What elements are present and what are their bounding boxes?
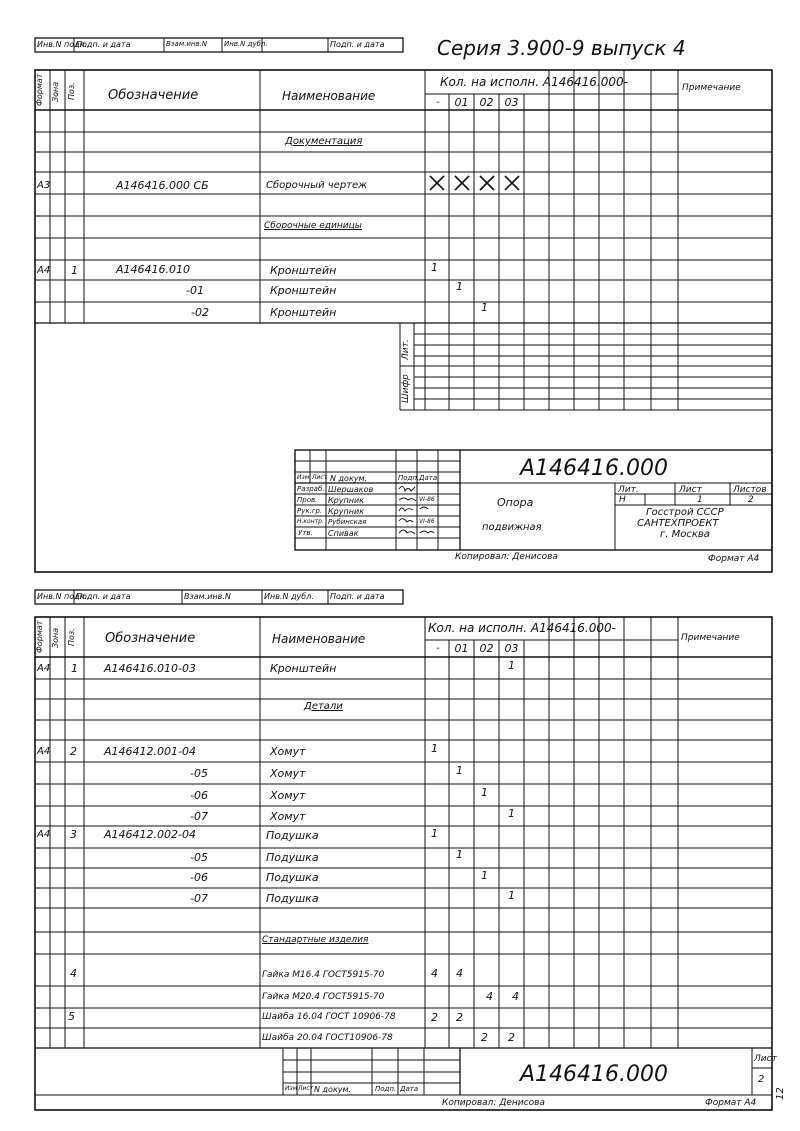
side-header-inv-podl: Инв.N подл. <box>37 40 88 49</box>
tb-role-razrab: Разраб. <box>297 485 325 493</box>
part6-name: Подушка <box>266 851 319 864</box>
s2-col-designation-label: Обозначение <box>105 631 196 646</box>
tb-role-nkontr: Н.контр. <box>297 518 324 525</box>
side-lit-label: Лит. <box>401 339 411 360</box>
s2-side-header-podp-data-2: Подп. и дата <box>330 592 385 601</box>
std1-qty-01: 4 <box>456 967 463 980</box>
doc-format: А3 <box>37 180 51 191</box>
exec-col-base: - <box>436 97 440 108</box>
tb-sheet-value: 1 <box>697 495 703 505</box>
tb-role-prov: Пров. <box>297 496 318 504</box>
s2-exec-col-03: 03 <box>504 642 519 655</box>
s2-col-zone-label: Зона <box>51 627 60 648</box>
s2-row0-name: Кронштейн <box>270 662 337 675</box>
section-parts: Детали <box>304 701 343 712</box>
part1-format: А4 <box>37 746 51 757</box>
tb-sheets-label: Листов <box>733 485 767 495</box>
tb-person-utv: Спивак <box>328 529 359 538</box>
s2-col-pos-label: Поз. <box>67 628 76 646</box>
std4-qty-03: 2 <box>508 1031 515 1044</box>
part7-designation: -06 <box>190 871 208 884</box>
std3-qty-base: 2 <box>431 1011 438 1024</box>
row1-format: А4 <box>37 265 51 276</box>
std1-name: Гайка М16.4 ГОСТ5915-70 <box>262 970 385 980</box>
std3-qty-01: 2 <box>456 1011 463 1024</box>
part1-qty-base: 1 <box>431 742 438 755</box>
tb-org-2: САНТЕХПРОЕКТ <box>637 518 719 529</box>
tb-role-utv: Утв. <box>298 529 313 537</box>
side-header-dubl: Инв.N дубл. <box>224 40 268 48</box>
part5-qty-base: 1 <box>431 827 438 840</box>
s2-col-format-label: Формат <box>35 620 44 653</box>
tb-org-3: г. Москва <box>660 529 710 540</box>
col-format-label: Формат <box>35 73 44 106</box>
s2-exec-col-01: 01 <box>454 642 469 655</box>
side-header-vzam: Взам.инв.N <box>166 40 208 48</box>
tb-doc-number: А146416.000 <box>520 456 669 481</box>
s2-row0-format: А4 <box>37 663 51 674</box>
std4-name: Шайба 20.04 ГОСТ10906-78 <box>262 1033 393 1043</box>
part8-designation: -07 <box>190 892 208 905</box>
part2-designation: -05 <box>190 767 208 780</box>
tb-h-izm: Изм <box>297 474 310 481</box>
tb-item-name-1: Опора <box>497 496 534 509</box>
row3-designation: -02 <box>191 306 209 319</box>
part4-designation: -07 <box>190 810 208 823</box>
s2-col-name-label: Наименование <box>272 632 366 646</box>
s2-footer-podp: Подп. <box>375 1085 397 1093</box>
s2-footer-data: Дата <box>400 1085 419 1093</box>
std3-name: Шайба 16.04 ГОСТ 10906-78 <box>262 1012 396 1022</box>
std2-qty-02: 4 <box>486 990 493 1003</box>
part5-pos: 3 <box>70 828 77 841</box>
side-cipher-label: Шифр <box>401 374 411 403</box>
std1-qty-base: 4 <box>431 967 438 980</box>
s2-side-header-inv-podl: Инв.N подл. <box>37 592 88 601</box>
s2-side-header-dubl: Инв.N дубл. <box>264 592 314 601</box>
row1-pos: 1 <box>71 264 78 277</box>
part1-pos: 2 <box>70 745 77 758</box>
exec-col-01: 01 <box>454 96 469 109</box>
exec-col-03: 03 <box>504 96 519 109</box>
tb-person-nkontr: Рубинская <box>328 518 367 526</box>
side-header-podp-data-2: Подп. и дата <box>330 40 385 49</box>
tb-person-razrab: Шершаков <box>328 485 374 494</box>
s2-copied-by: Копировал: Денисова <box>442 1098 545 1108</box>
part5-name: Подушка <box>266 829 319 842</box>
col-notes-label: Примечание <box>682 83 741 93</box>
doc-designation: А146416.000 СБ <box>116 179 209 192</box>
row3-name: Кронштейн <box>270 306 337 319</box>
std1-pos: 4 <box>70 967 77 980</box>
s2-side-header-podp-data: Подп. и дата <box>76 592 131 601</box>
part3-designation: -06 <box>190 789 208 802</box>
col-qty-header: Кол. на исполн. А146416.000- <box>440 75 628 89</box>
section-documentation: Документация <box>285 136 363 147</box>
s2-row0-designation: А146416.010-03 <box>104 662 196 675</box>
part1-name: Хомут <box>270 745 306 758</box>
doc-name: Сборочный чертеж <box>266 180 368 191</box>
s2-sheet-value: 2 <box>758 1074 765 1085</box>
tb-sheets-value: 2 <box>748 495 754 505</box>
part1-designation: А146412.001-04 <box>104 745 196 758</box>
tb-date-nkontr: VI-86 <box>419 518 435 525</box>
s2-footer-izm: Изм <box>285 1085 298 1092</box>
tb-h-ndoc: N докум. <box>330 474 368 483</box>
part3-qty-02: 1 <box>481 786 488 799</box>
col-name-label: Наименование <box>282 89 376 103</box>
edge-mark: 12 <box>775 1087 786 1100</box>
section-standard-items: Стандартные изделия <box>262 935 369 945</box>
col-zone-label: Зона <box>51 81 60 102</box>
part8-name: Подушка <box>266 892 319 905</box>
col-pos-label: Поз. <box>67 82 76 100</box>
part5-format: А4 <box>37 829 51 840</box>
s2-row0-pos: 1 <box>71 662 78 675</box>
s2-doc-number: А146416.000 <box>520 1062 669 1087</box>
part7-name: Подушка <box>266 871 319 884</box>
s2-col-qty-header: Кол. на исполн. А146416.000- <box>428 621 616 635</box>
part6-qty-01: 1 <box>456 848 463 861</box>
s2-col-notes-label: Примечание <box>681 633 740 643</box>
tb-role-rukgr: Рук.гр. <box>297 507 323 515</box>
std3-pos: 5 <box>68 1010 75 1023</box>
part5-designation: А146412.002-04 <box>104 828 196 841</box>
tb-sheet-label: Лист <box>679 485 702 495</box>
tb-lit-label: Лит. <box>618 485 639 495</box>
part6-designation: -05 <box>190 851 208 864</box>
tb-h-data: Дата <box>419 474 438 482</box>
row1-designation: А146416.010 <box>116 263 191 276</box>
tb-item-name-2: подвижная <box>482 522 542 533</box>
s2-footer-list: Лист <box>298 1085 314 1092</box>
s2-exec-col-base: - <box>436 643 440 654</box>
row2-name: Кронштейн <box>270 284 337 297</box>
part4-qty-03: 1 <box>508 807 515 820</box>
sheet1-format: Формат А4 <box>708 554 760 564</box>
row3-qty-02: 1 <box>481 301 488 314</box>
s2-sheet-label: Лист <box>754 1054 777 1064</box>
tb-lit-value: Н <box>619 495 626 505</box>
tb-h-podp: Подп. <box>398 474 420 482</box>
std2-name: Гайка М20.4 ГОСТ5915-70 <box>262 992 385 1002</box>
s2-exec-col-02: 02 <box>479 642 494 655</box>
tb-org-1: Госстрой СССР <box>646 507 724 518</box>
s2-format: Формат А4 <box>705 1098 757 1108</box>
sheet1-copied-by: Копировал: Денисова <box>455 552 558 562</box>
row2-qty-01: 1 <box>456 280 463 293</box>
s2-side-header-vzam: Взам.инв.N <box>184 592 231 601</box>
series-title: Серия 3.900-9 выпуск 4 <box>437 36 686 60</box>
std2-qty-03: 4 <box>512 990 519 1003</box>
part3-name: Хомут <box>270 789 306 802</box>
tb-h-list: Лист <box>312 474 328 481</box>
tb-person-prov: Крупник <box>328 496 364 505</box>
row1-qty-base: 1 <box>431 261 438 274</box>
side-header-podp-data: Подп. и дата <box>76 40 131 49</box>
std4-qty-02: 2 <box>481 1031 488 1044</box>
tb-person-rukgr: Крупник <box>328 507 364 516</box>
s2-row0-qty-03: 1 <box>508 659 515 672</box>
row1-name: Кронштейн <box>270 264 337 277</box>
row2-designation: -01 <box>186 284 204 297</box>
section-assembly-units: Сборочные единицы <box>264 221 362 231</box>
part4-name: Хомут <box>270 810 306 823</box>
part2-qty-01: 1 <box>456 764 463 777</box>
part2-name: Хомут <box>270 767 306 780</box>
part8-qty-03: 1 <box>508 889 515 902</box>
col-designation-label: Обозначение <box>108 88 199 103</box>
s2-footer-ndoc: N докум. <box>314 1085 352 1094</box>
tb-date-prov: VI-86 <box>419 496 435 503</box>
part7-qty-02: 1 <box>481 869 488 882</box>
exec-col-02: 02 <box>479 96 494 109</box>
